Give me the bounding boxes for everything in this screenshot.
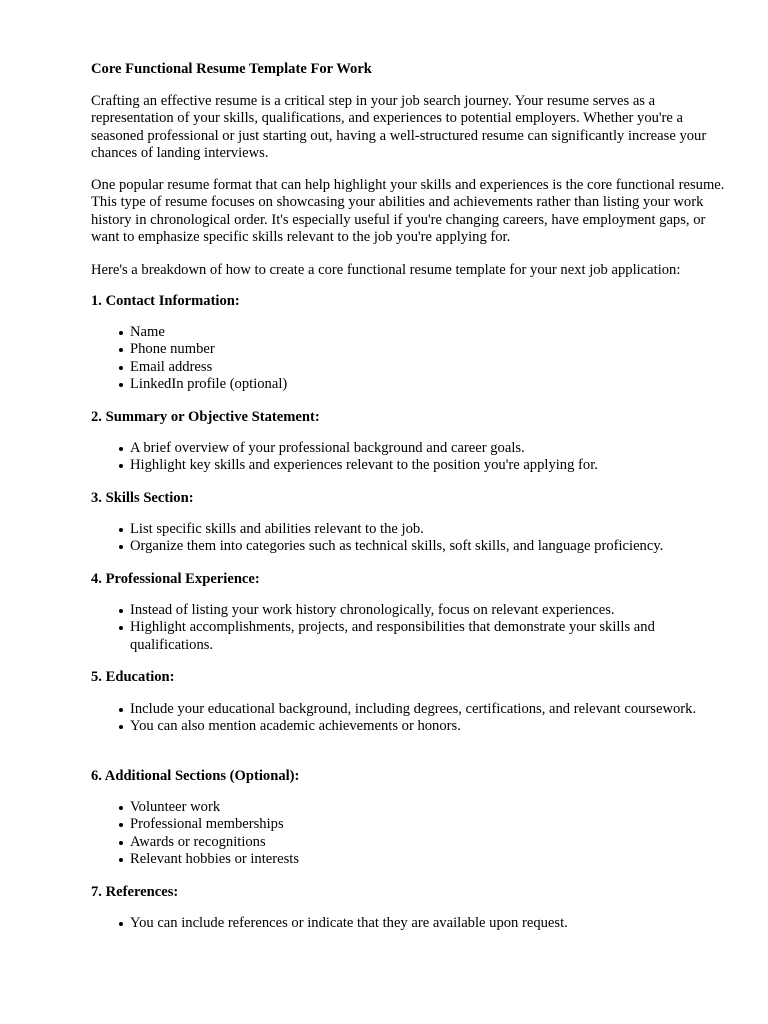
- bullet-icon: [119, 366, 123, 370]
- section-list: [117, 440, 717, 475]
- list-item-text: Awards or recognitions: [130, 833, 266, 850]
- list-item: [117, 440, 717, 457]
- list-item: [117, 834, 717, 851]
- intro-paragraph: Crafting an effective resume is a critical step in your job search journey. Your resume serves as a representation of your skills, qualifications, and experiences to potential employers. Whether you're a seasoned professional or just starting out, having a well-structured resume can significantly increase your chances of landing interviews.: [91, 93, 707, 161]
- intro-paragraph: One popular resume format that can help highlight your skills and experiences is the core functional resume. This type of resume focuses on showcasing your abilities and achievements rather than listing your work history in chronological order. It's especially useful if you're changing careers, have employment gaps, or want to emphasize specific skills relevant to the job you're applying for.: [91, 177, 725, 245]
- list-item-text: Phone number: [130, 341, 215, 358]
- bullet-icon: [119, 823, 123, 827]
- list-item: [117, 341, 717, 358]
- bullet-icon: [119, 922, 123, 926]
- bullet-icon: [119, 528, 123, 532]
- list-item: [117, 718, 717, 735]
- list-item-text: LinkedIn profile (optional): [130, 375, 288, 392]
- list-item-text: Organize them into categories such as technical skills, soft skills, and language proficiency.: [130, 538, 664, 555]
- bullet-icon: [119, 626, 123, 630]
- bullet-icon: [119, 464, 123, 468]
- bullet-icon: [119, 609, 123, 613]
- list-item: [117, 701, 717, 718]
- bullet-icon: [119, 383, 123, 387]
- list-item: [117, 915, 717, 932]
- list-item: [117, 538, 717, 555]
- bullet-icon: [119, 545, 123, 549]
- list-item: [117, 376, 717, 393]
- list-item-text: Include your educational background, including degrees, certifications, and relevant coursework.: [130, 701, 697, 717]
- list-item-text: You can include references or indicate that they are available upon request.: [130, 915, 568, 931]
- section-heading: 6. Additional Sections (Optional):: [91, 768, 300, 784]
- list-item-text: Relevant hobbies or interests: [130, 850, 300, 867]
- list-item-text: Instead of listing your work history chronologically, focus on relevant experiences.: [130, 602, 615, 618]
- list-item: [117, 619, 717, 654]
- list-item: [117, 816, 717, 833]
- list-item-text: Professional memberships: [130, 816, 284, 833]
- bullet-icon: [119, 806, 123, 810]
- section-heading: 4. Professional Experience:: [91, 571, 260, 587]
- section-list: [117, 324, 717, 393]
- section-list: [117, 799, 717, 868]
- list-item: [117, 602, 717, 619]
- list-item: [117, 324, 717, 341]
- bullet-icon: [119, 348, 123, 352]
- section-heading: 7. References:: [91, 884, 179, 900]
- bullet-icon: [119, 708, 123, 712]
- list-item-text: List specific skills and abilities relevant to the job.: [130, 521, 424, 537]
- section-heading: 3. Skills Section:: [91, 490, 194, 506]
- list-item-text: You can also mention academic achievements or honors.: [130, 718, 461, 735]
- section-heading: 5. Education:: [91, 669, 175, 685]
- document-title: Core Functional Resume Template For Work: [91, 61, 372, 77]
- bullet-icon: [119, 841, 123, 845]
- list-item: [117, 521, 717, 538]
- list-item-text: Email address: [130, 358, 213, 375]
- list-item: [117, 359, 717, 376]
- section-heading: 1. Contact Information:: [91, 293, 240, 309]
- list-item-text: Name: [130, 324, 165, 340]
- bullet-icon: [119, 725, 123, 729]
- list-item: [117, 457, 717, 474]
- section-list: [117, 602, 717, 654]
- list-item: [117, 799, 717, 816]
- intro-paragraph: Here's a breakdown of how to create a core functional resume template for your next job application:: [91, 262, 681, 278]
- bullet-icon: [119, 858, 123, 862]
- bullet-icon: [119, 331, 123, 335]
- list-item-text: Highlight key skills and experiences relevant to the position you're applying for.: [130, 457, 598, 474]
- section-list: [117, 701, 717, 736]
- list-item-text: Highlight accomplishments, projects, and responsibilities that demonstrate your skills and qualifications.: [130, 619, 655, 653]
- list-item-text: Volunteer work: [130, 799, 221, 815]
- section-list: [117, 915, 717, 932]
- section-heading: 2. Summary or Objective Statement:: [91, 409, 320, 425]
- list-item-text: A brief overview of your professional background and career goals.: [130, 440, 525, 456]
- list-item: [117, 851, 717, 868]
- bullet-icon: [119, 447, 123, 451]
- section-list: [117, 521, 717, 556]
